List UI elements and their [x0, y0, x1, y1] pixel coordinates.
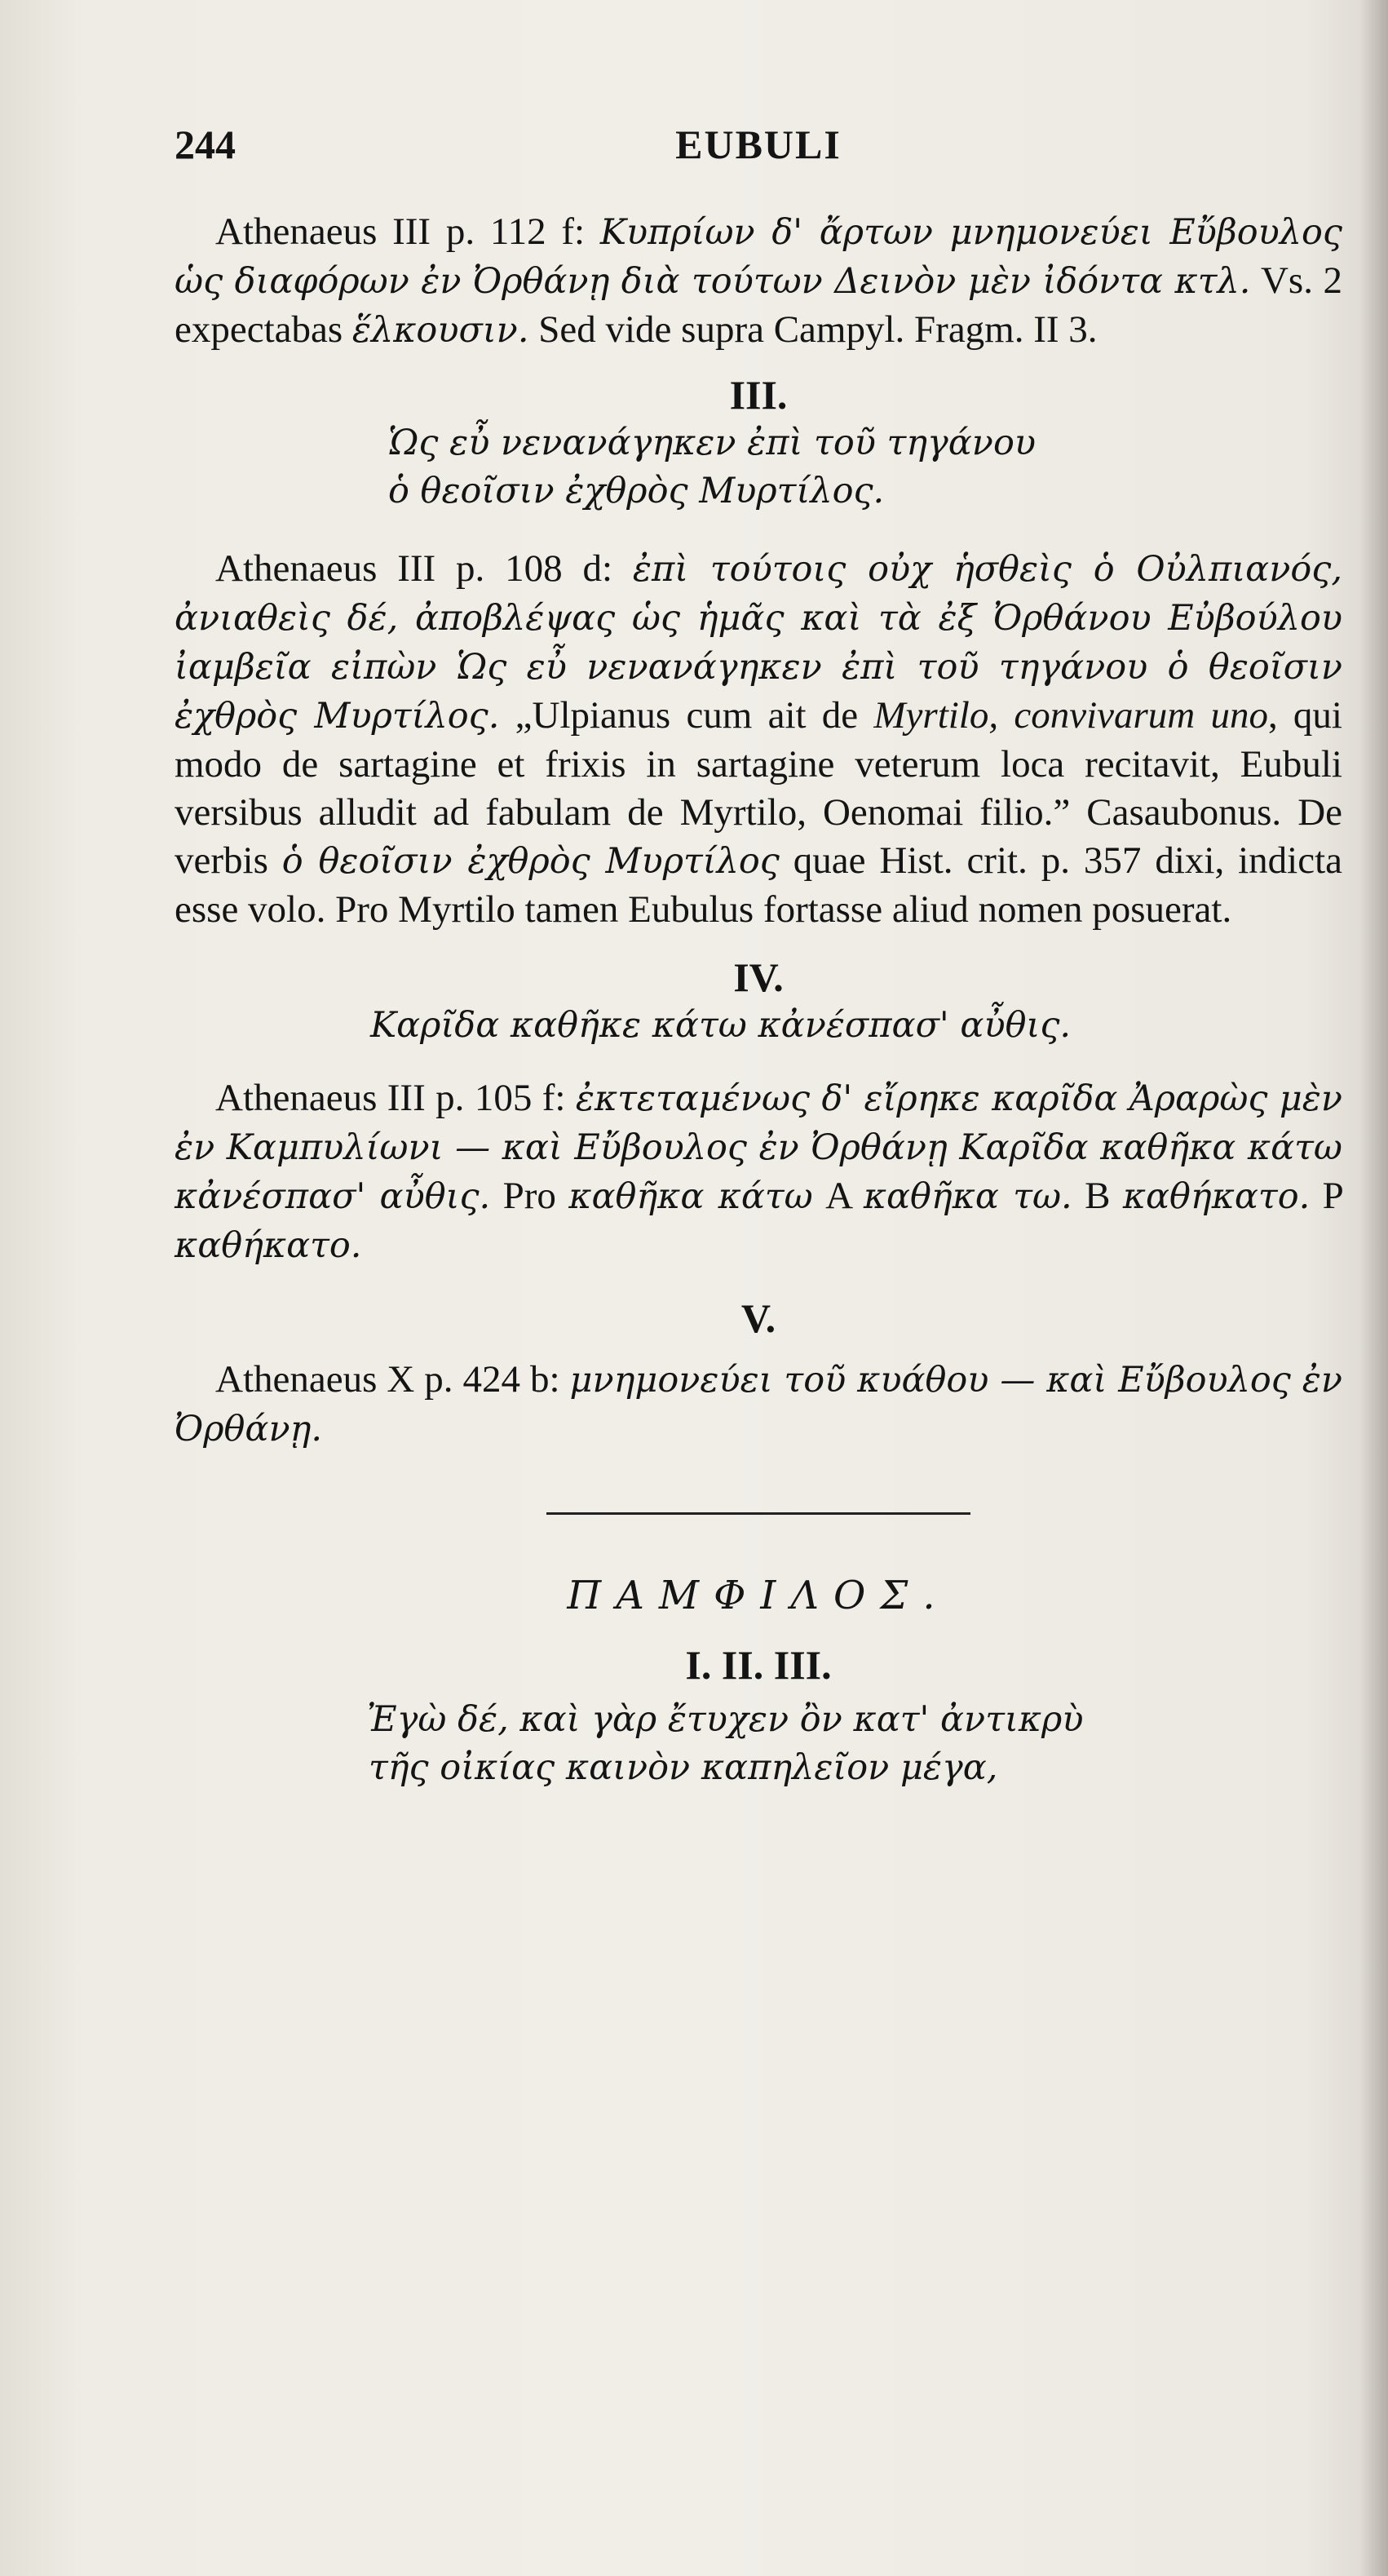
- commentary-paragraph: [175, 545, 1342, 934]
- greek-quote: ἐκτεταμένως δ' εἴρηκε καρῖδα Ἀραρὼς μὲν ἐν Καμπυλίωνι — καὶ Εὔβουλος ἐν Ὀρθάνῃ Καρῖδα καθῆκα κάτω κἀνέσπασ' αὖθις.: [175, 1078, 1342, 1217]
- greek-quote: μνημονεύει τοῦ κυάθου — καὶ Εὔβουλος ἐν Ὀρθάνῃ.: [175, 1360, 1342, 1450]
- greek-word: ἕλκουσιν.: [351, 310, 529, 351]
- latin-text: quae Hist. crit. p. 357 dixi, indicta esse volo. Pro Myrtilo tamen Eubulus fortasse aliud nomen posuerat.: [175, 839, 1343, 931]
- latin-text: Sed vide supra Campyl. Fragm. II 3.: [538, 308, 1098, 351]
- greek-word: καθῆκα τω.: [863, 1176, 1072, 1217]
- verse-block: [175, 419, 1342, 516]
- verse-line: ὁ θεοῖσιν ἐχθρὸς Μυρτίλος.: [388, 471, 885, 511]
- running-head: EUBULI: [675, 122, 842, 167]
- page-body: [175, 175, 1342, 1792]
- fragment-numerals: I. II. III.: [685, 1642, 832, 1688]
- commentary-paragraph: [175, 1074, 1342, 1270]
- greek-quote: ἐπὶ τούτοις οὐχ ἡσθεὶς ὁ Οὐλπιανός, ἀνιαθεὶς δέ, ἀποβλέψας ὡς ἡμᾶς καὶ τὰ ἐξ Ὀρθάνου Εὐβούλου ἰαμβεῖα εἰπὼν Ὡς εὖ νενανάγηκεν ἐπὶ τοῦ τηγάνου ὁ θεοῖσιν ἐχθρὸς Μυρτίλος.: [175, 549, 1342, 737]
- verse-line: Ἐγὼ δέ, καὶ γὰρ ἔτυχεν ὂν κατ' ἀντικρὺ: [367, 1699, 1084, 1740]
- verse-line: Καρῖδα καθῆκε κάτω κἀνέσπασ' αὖθις.: [370, 1005, 1072, 1046]
- verse-line: τῆς οἰκίας καινὸν καπηλεῖον μέγα,: [369, 1747, 998, 1788]
- section-divider: [546, 1512, 970, 1515]
- greek-word: καθήκατο.: [175, 1225, 362, 1266]
- page-header: [175, 121, 1342, 178]
- manuscript-siglum: B: [1085, 1175, 1111, 1217]
- latin-text: „Ulpianus cum ait de: [515, 694, 859, 737]
- greek-word: καθῆκα κάτω: [568, 1176, 813, 1217]
- latin-italic: Myrtilo, convivarum uno: [873, 694, 1268, 737]
- commentary-paragraph: [175, 208, 1342, 355]
- manuscript-siglum: P: [1322, 1175, 1343, 1217]
- latin-text: , qui modo de sartagine et frixis in sartagine veterum loca recitavit, Eubuli versibus alludit ad fabulam de Myrtilo, Oenomai filio.” Casaubonus. De verbis: [175, 694, 1342, 882]
- manuscript-siglum: A: [825, 1175, 851, 1217]
- latin-text: Vs. 2 expectabas: [175, 259, 1342, 351]
- citation: Athenaeus III p. 105 f:: [215, 1077, 566, 1119]
- verse-block: [175, 1696, 1342, 1792]
- citation: Athenaeus X p. 424 b:: [215, 1358, 560, 1401]
- page-number: 244: [175, 122, 236, 167]
- latin-text: Pro: [502, 1175, 556, 1217]
- greek-quote: Κυπρίων δ' ἄρτων μνημονεύει Εὔβουλος ὡς διαφόρων ἐν Ὀρθάνῃ διὰ τούτων Δεινὸν μὲν ἰδόντα κτλ.: [175, 212, 1343, 302]
- greek-word: καθήκατο.: [1122, 1176, 1311, 1217]
- section-numeral-v: V.: [740, 1295, 776, 1341]
- greek-quote: ὁ θεοῖσιν ἐχθρὸς Μυρτίλος: [281, 841, 780, 882]
- section-numeral-iv: IV.: [733, 954, 784, 1000]
- page-edge-shadow: [1360, 0, 1388, 2576]
- section-numeral-iii: III.: [729, 372, 788, 418]
- citation: Athenaeus III p. 112 f:: [215, 210, 586, 253]
- commentary-paragraph: [175, 1356, 1342, 1454]
- verse-line: Ὡς εὖ νενανάγηκεν ἐπὶ τοῦ τηγάνου: [388, 423, 1036, 463]
- play-title: ΠΑΜΦΙΛΟΣ.: [567, 1573, 950, 1618]
- citation: Athenaeus III p. 108 d:: [215, 547, 613, 590]
